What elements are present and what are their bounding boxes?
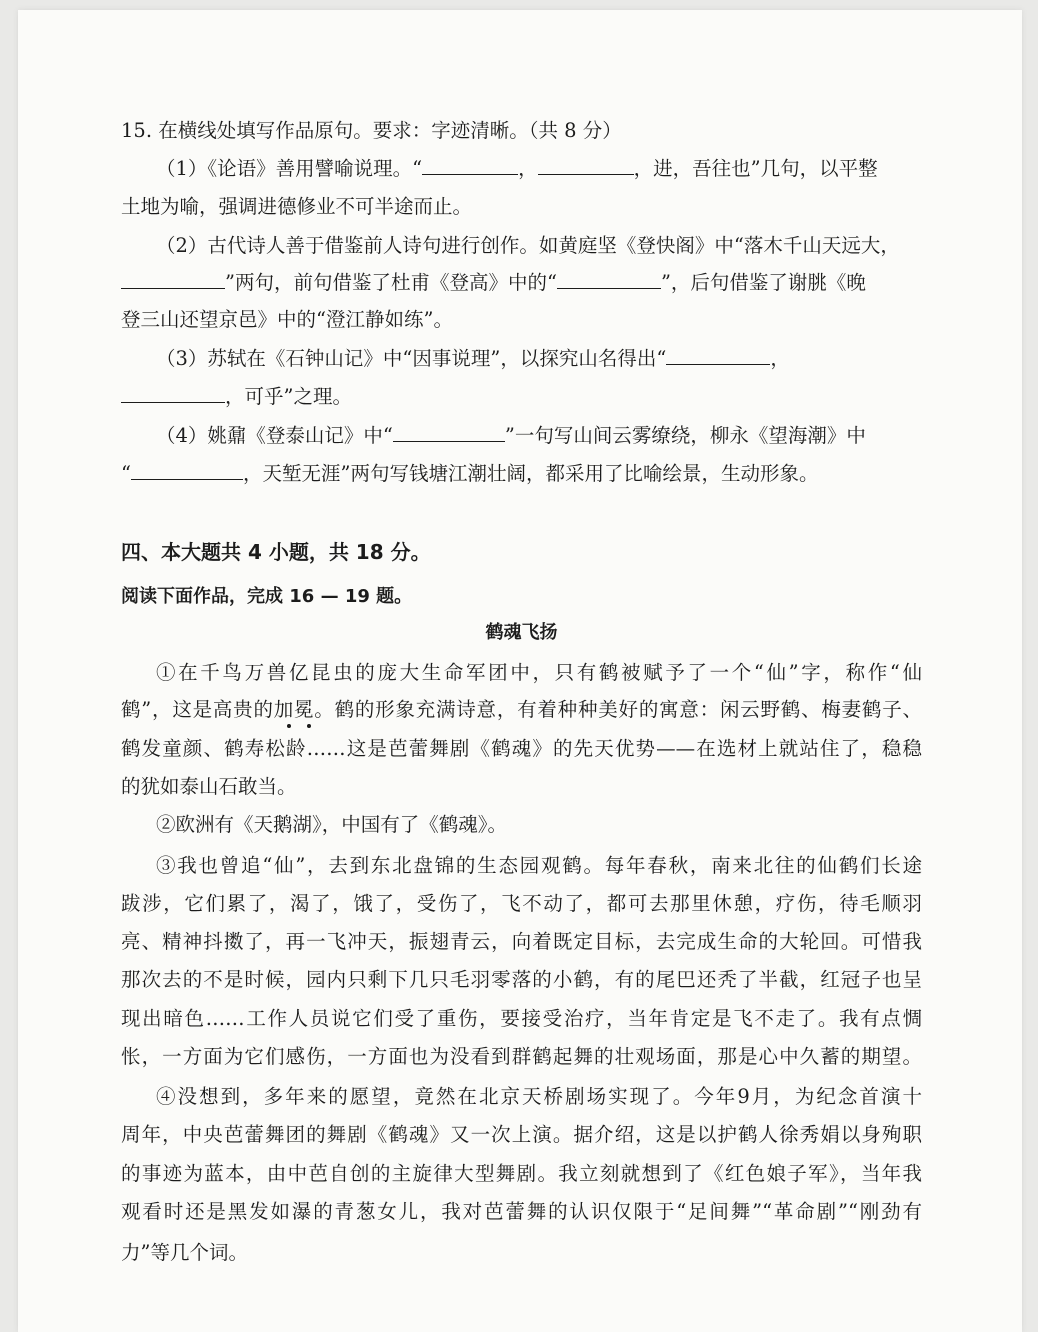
answer-blank[interactable] bbox=[131, 461, 243, 480]
q15-p3-line2: ，可乎”之理。 bbox=[121, 384, 922, 410]
article-line: 鹤”，这是高贵的加冕。鹤的形象充满诗意，有着种种美好的寓意：闲云野鹤、梅妻鹤子、 bbox=[121, 698, 922, 721]
exam-page bbox=[18, 10, 1022, 1332]
article-line: 的事迹为蓝本，由中芭自创的主旋律大型舞剧。我立刻就想到了《红色娘子军》，当年我 bbox=[121, 1162, 922, 1185]
article-line: 力”等几个词。 bbox=[121, 1241, 248, 1264]
answer-blank[interactable] bbox=[557, 270, 661, 289]
q15-p2-line2: ”两句，前句借鉴了杜甫《登高》中的“ ”，后句借鉴了谢朓《晚 bbox=[121, 270, 922, 296]
article-line: 跋涉，它们累了，渴了，饿了，受伤了，飞不动了，都可去那里休憩，疗伤，待毛顺羽 bbox=[121, 892, 922, 915]
q15-p2-line3: 登三山还望京邑》中的“澄江静如练”。 bbox=[121, 308, 453, 331]
article-line: ③我也曾追“仙”，去到东北盘锦的生态园观鹤。每年春秋，南来北往的仙鹤们长途 bbox=[156, 854, 922, 877]
answer-blank[interactable] bbox=[422, 156, 518, 175]
q15-p2-line1: （2）古代诗人善于借鉴前人诗句进行创作。如黄庭坚《登快阁》中“落木千山天远大， bbox=[156, 234, 900, 257]
q15-p1-line2: 土地为喻，强调进德修业不可半途而止。 bbox=[121, 195, 473, 218]
q15-p3-line1: （3）苏轼在《石钟山记》中“因事说理”，以探究山名得出“ ， bbox=[156, 347, 790, 370]
article-line: 那次去的不是时候，园内只剩下几只毛羽零落的小鹤，有的尾巴还秃了半截，红冠子也呈 bbox=[121, 968, 922, 991]
q15-p4-line1: （4）姚鼐《登泰山记》中“ ”一句写山间云雾缭绕，柳永《望海潮》中 bbox=[156, 424, 866, 447]
article-line: 周年，中央芭蕾舞团的舞剧《鹤魂》又一次上演。据介绍，这是以护鹤人徐秀娟以身殉职 bbox=[121, 1123, 922, 1146]
q15-p4-line2: “ ，天堑无涯”两句写钱塘江潮壮阔，都采用了比喻绘景，生动形象。 bbox=[121, 462, 819, 485]
article-line: 观看时还是黑发如瀑的青葱女儿，我对芭蕾舞的认识仅限于“足间舞”“革命剧”“刚劲有 bbox=[121, 1200, 922, 1223]
article-line: 亮、精神抖擞了，再一飞冲天，振翅青云，向着既定目标，去完成生命的大轮回。可惜我 bbox=[121, 930, 922, 953]
section-heading: 四、本大题共 4 小题，共 18 分。 bbox=[121, 540, 431, 564]
answer-blank[interactable] bbox=[393, 423, 505, 442]
article-title: 鹤魂飞扬 bbox=[485, 622, 558, 643]
article-line: ②欧洲有《天鹅湖》，中国有了《鹤魂》。 bbox=[156, 813, 508, 836]
q15-p1-line1: （1）《论语》善用譬喻说理。“ ， ，进，吾往也”几句，以平整 bbox=[156, 157, 878, 180]
answer-blank[interactable] bbox=[121, 384, 225, 403]
article-line: ①在千鸟万兽亿昆虫的庞大生命军团中，只有鹤被赋予了一个“仙”字，称作“仙 bbox=[156, 661, 922, 684]
article-line: 的犹如泰山石敢当。 bbox=[121, 775, 297, 798]
answer-blank[interactable] bbox=[538, 156, 634, 175]
answer-blank[interactable] bbox=[121, 270, 225, 289]
q15-title: 15. 在横线处填写作品原句。要求：字迹清晰。（共 8 分） bbox=[121, 119, 622, 142]
article-line: 怅，一方面为它们感伤，一方面也为没看到群鹤起舞的壮观场面，那是心中久蓄的期望。 bbox=[121, 1045, 922, 1068]
article-line: ④没想到，多年来的愿望，竟然在北京天桥剧场实现了。今年9月，为纪念首演十 bbox=[156, 1085, 922, 1108]
emphasis-dots bbox=[283, 724, 323, 732]
section-instruction: 阅读下面作品，完成 16 — 19 题。 bbox=[121, 586, 413, 607]
article-line: 现出暗色……工作人员说它们受了重伤，要接受治疗，当年肯定是飞不走了。我有点惆 bbox=[121, 1007, 922, 1030]
article-line: 鹤发童颜、鹤寿松龄……这是芭蕾舞剧《鹤魂》的先天优势——在选材上就站住了，稳稳 bbox=[121, 737, 922, 760]
answer-blank[interactable] bbox=[666, 346, 770, 365]
